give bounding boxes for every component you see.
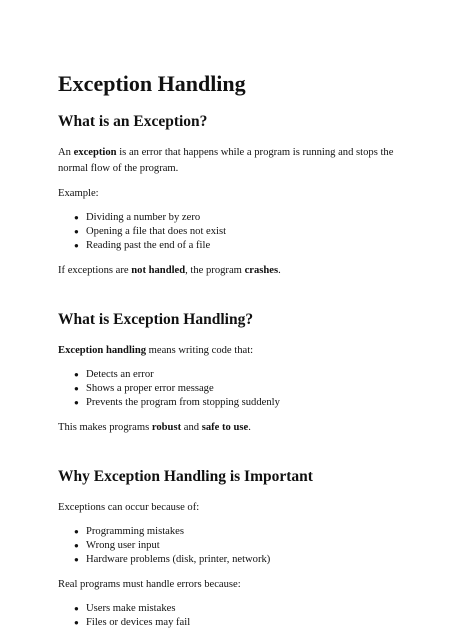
list-item: ● Dividing a number by zero: [74, 211, 416, 225]
bold-term: crashes: [244, 265, 279, 276]
list-item: ● Reading past the end of a file: [74, 239, 416, 253]
bullet-list: [58, 211, 416, 253]
text: This makes programs: [58, 422, 152, 433]
list-item: ● Detects an error: [74, 368, 416, 382]
text: .: [278, 265, 281, 276]
text: , the program: [185, 265, 245, 276]
text: means writing code that:: [146, 345, 254, 356]
spacer: [58, 288, 416, 310]
paragraph-reason: Real programs must handle errors because:: [58, 579, 241, 590]
text: and: [181, 422, 202, 433]
section-heading: What is an Exception?: [58, 113, 208, 130]
paragraph-definition: [58, 145, 416, 177]
section-heading: What is Exception Handling?: [58, 311, 254, 328]
bold-term: robust: [151, 422, 182, 433]
text: An: [58, 147, 74, 158]
bullet-list: [58, 525, 416, 567]
spacer: [58, 445, 416, 467]
text: If exceptions are: [58, 265, 132, 276]
bold-term: safe to use: [201, 422, 249, 433]
text: .: [248, 422, 251, 433]
bold-term: exception: [73, 147, 117, 158]
bold-term: Exception handling: [58, 345, 147, 356]
paragraph-definition: [58, 343, 416, 359]
list-item: ● Shows a proper error message: [74, 382, 416, 396]
paragraph-intro: Exceptions can occur because of:: [58, 502, 200, 513]
list-item: ● Files or devices may fail: [74, 616, 416, 630]
bullet-list: [58, 368, 416, 410]
section-heading: Why Exception Handling is Important: [58, 468, 313, 485]
text: is an error that happens while a program is running and stops the normal flow of the program.: [58, 147, 394, 174]
section-why-important: [58, 467, 416, 630]
paragraph-consequence: [58, 263, 416, 279]
page-title: Exception Handling: [58, 71, 246, 96]
bold-term: not handled: [131, 265, 186, 276]
bullet-list: [58, 602, 416, 630]
section-what-is-exception: [58, 112, 416, 279]
list-item: ● Wrong user input: [74, 539, 416, 553]
list-item: ● Users make mistakes: [74, 602, 416, 616]
list-item: ● Opening a file that does not exist: [74, 225, 416, 239]
paragraph-example-label: Example:: [58, 188, 99, 199]
section-what-is-exception-handling: [58, 310, 416, 436]
list-item: ● Prevents the program from stopping suddenly: [74, 396, 416, 410]
list-item: ● Hardware problems (disk, printer, network): [74, 553, 416, 567]
paragraph-benefit: [58, 420, 416, 436]
list-item: ● Programming mistakes: [74, 525, 416, 539]
